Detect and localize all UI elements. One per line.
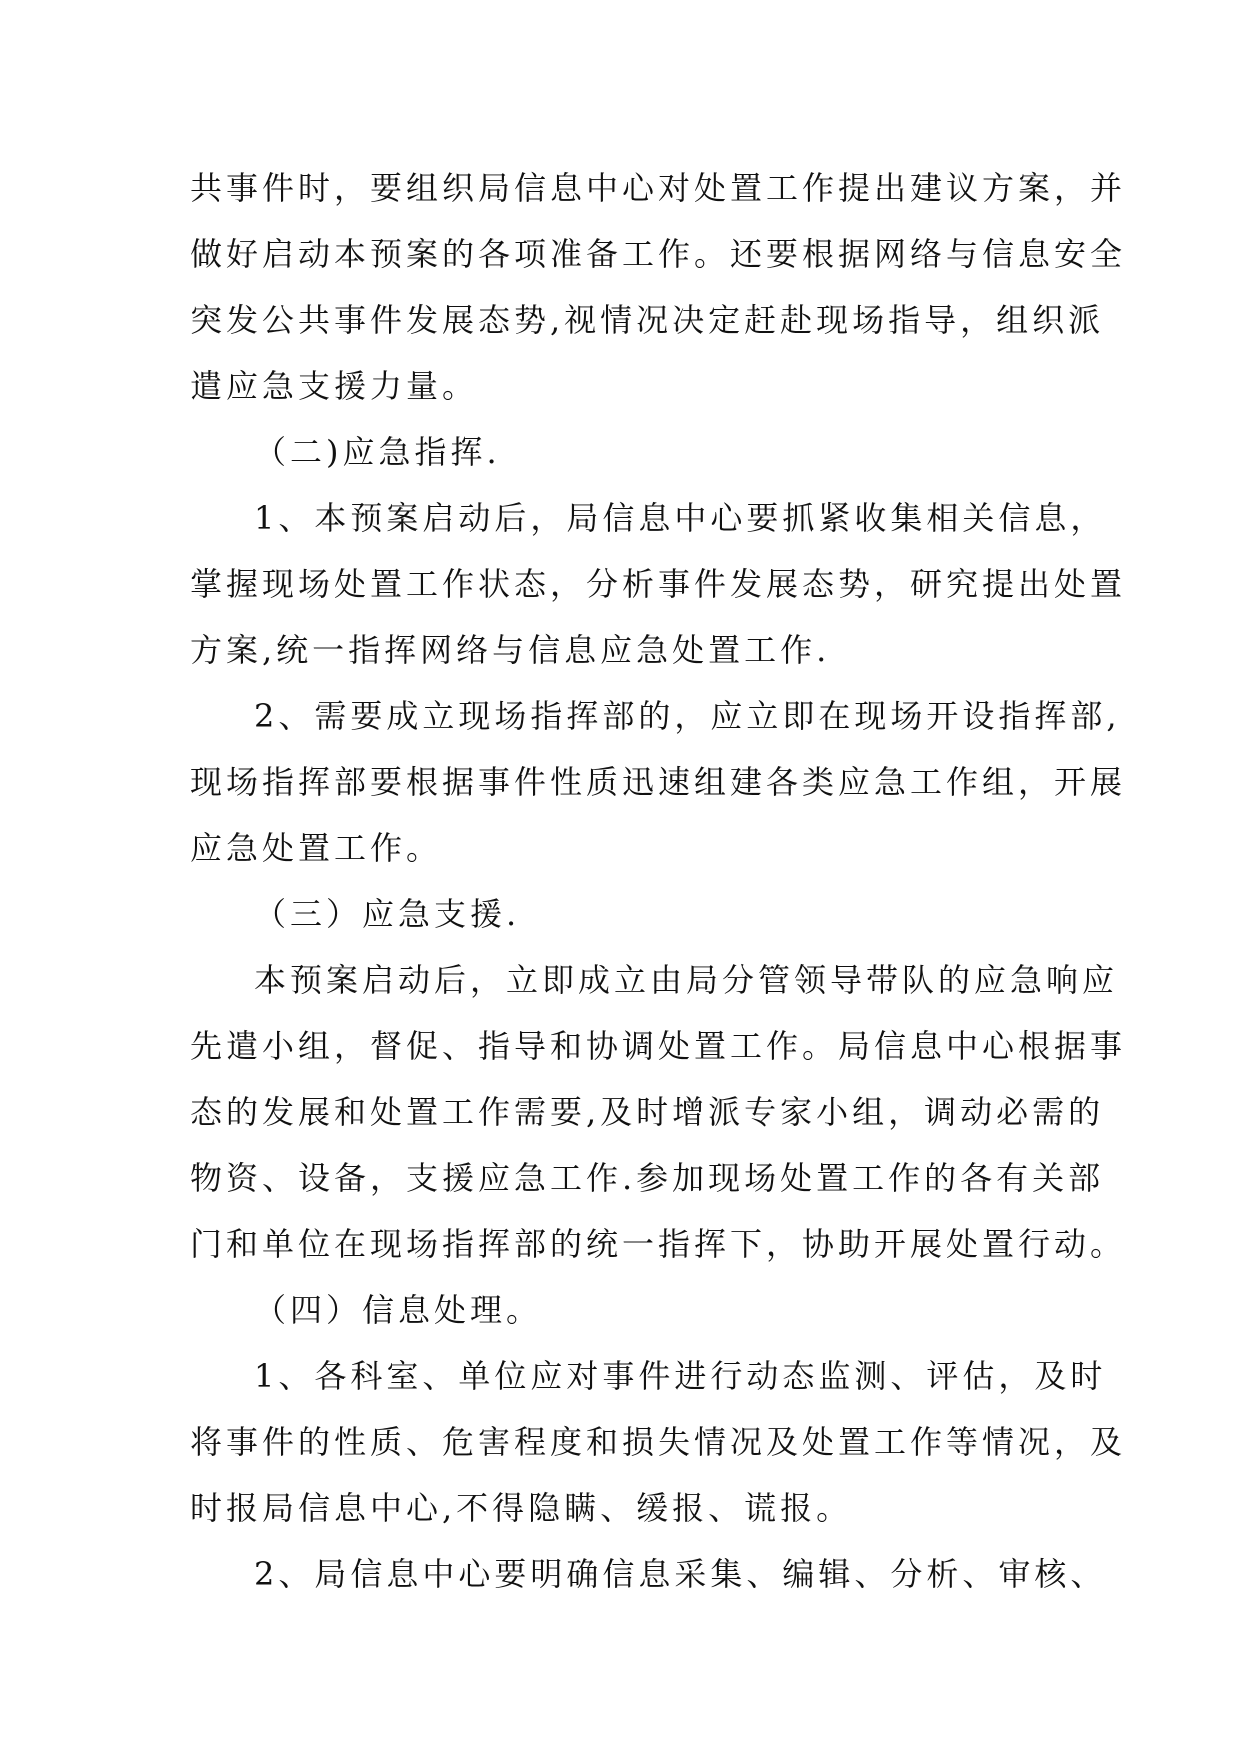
paragraph-line: 现场指挥部要根据事件性质迅速组建各类应急工作组，开展	[190, 763, 1127, 801]
paragraph-line: 物资、设备，支援应急工作.参加现场处置工作的各有关部	[190, 1159, 1105, 1197]
paragraph-line: 时报局信息中心,不得隐瞒、缓报、谎报。	[190, 1489, 853, 1527]
section-heading: （四）信息处理。	[254, 1291, 543, 1329]
paragraph-line: 1、本预案启动后，局信息中心要抓紧收集相关信息，	[254, 499, 1107, 537]
section-heading: （二)应急指挥.	[254, 433, 501, 471]
paragraph-line: 先遣小组，督促、指导和协调处置工作。局信息中心根据事	[190, 1027, 1127, 1065]
paragraph-line: 突发公共事件发展态势,视情况决定赶赴现场指导，组织派	[190, 301, 1105, 339]
paragraph-line: 方案,统一指挥网络与信息应急处置工作.	[190, 631, 831, 669]
paragraph-line: 2、局信息中心要明确信息采集、编辑、分析、审核、	[254, 1555, 1107, 1593]
paragraph-line: 应急处置工作。	[190, 829, 443, 867]
document-body	[190, 155, 1127, 1607]
paragraph-line: 共事件时，要组织局信息中心对处置工作提出建议方案，并	[190, 169, 1127, 207]
paragraph-line: 本预案启动后，立即成立由局分管领导带队的应急响应	[254, 961, 1119, 999]
paragraph-line: 掌握现场处置工作状态，分析事件发展态势，研究提出处置	[190, 565, 1127, 603]
paragraph-line: 遣应急支援力量。	[190, 367, 479, 405]
paragraph-line: 门和单位在现场指挥部的统一指挥下，协助开展处置行动。	[190, 1225, 1127, 1263]
paragraph-line: 1、各科室、单位应对事件进行动态监测、评估，及时	[254, 1357, 1107, 1395]
paragraph-line: 将事件的性质、危害程度和损失情况及处置工作等情况，及	[190, 1423, 1127, 1461]
paragraph-line: 做好启动本预案的各项准备工作。还要根据网络与信息安全	[190, 235, 1127, 273]
paragraph-line: 2、需要成立现场指挥部的，应立即在现场开设指挥部,	[254, 697, 1121, 735]
paragraph-line: 态的发展和处置工作需要,及时增派专家小组，调动必需的	[190, 1093, 1105, 1131]
section-heading: （三）应急支援.	[254, 895, 521, 933]
